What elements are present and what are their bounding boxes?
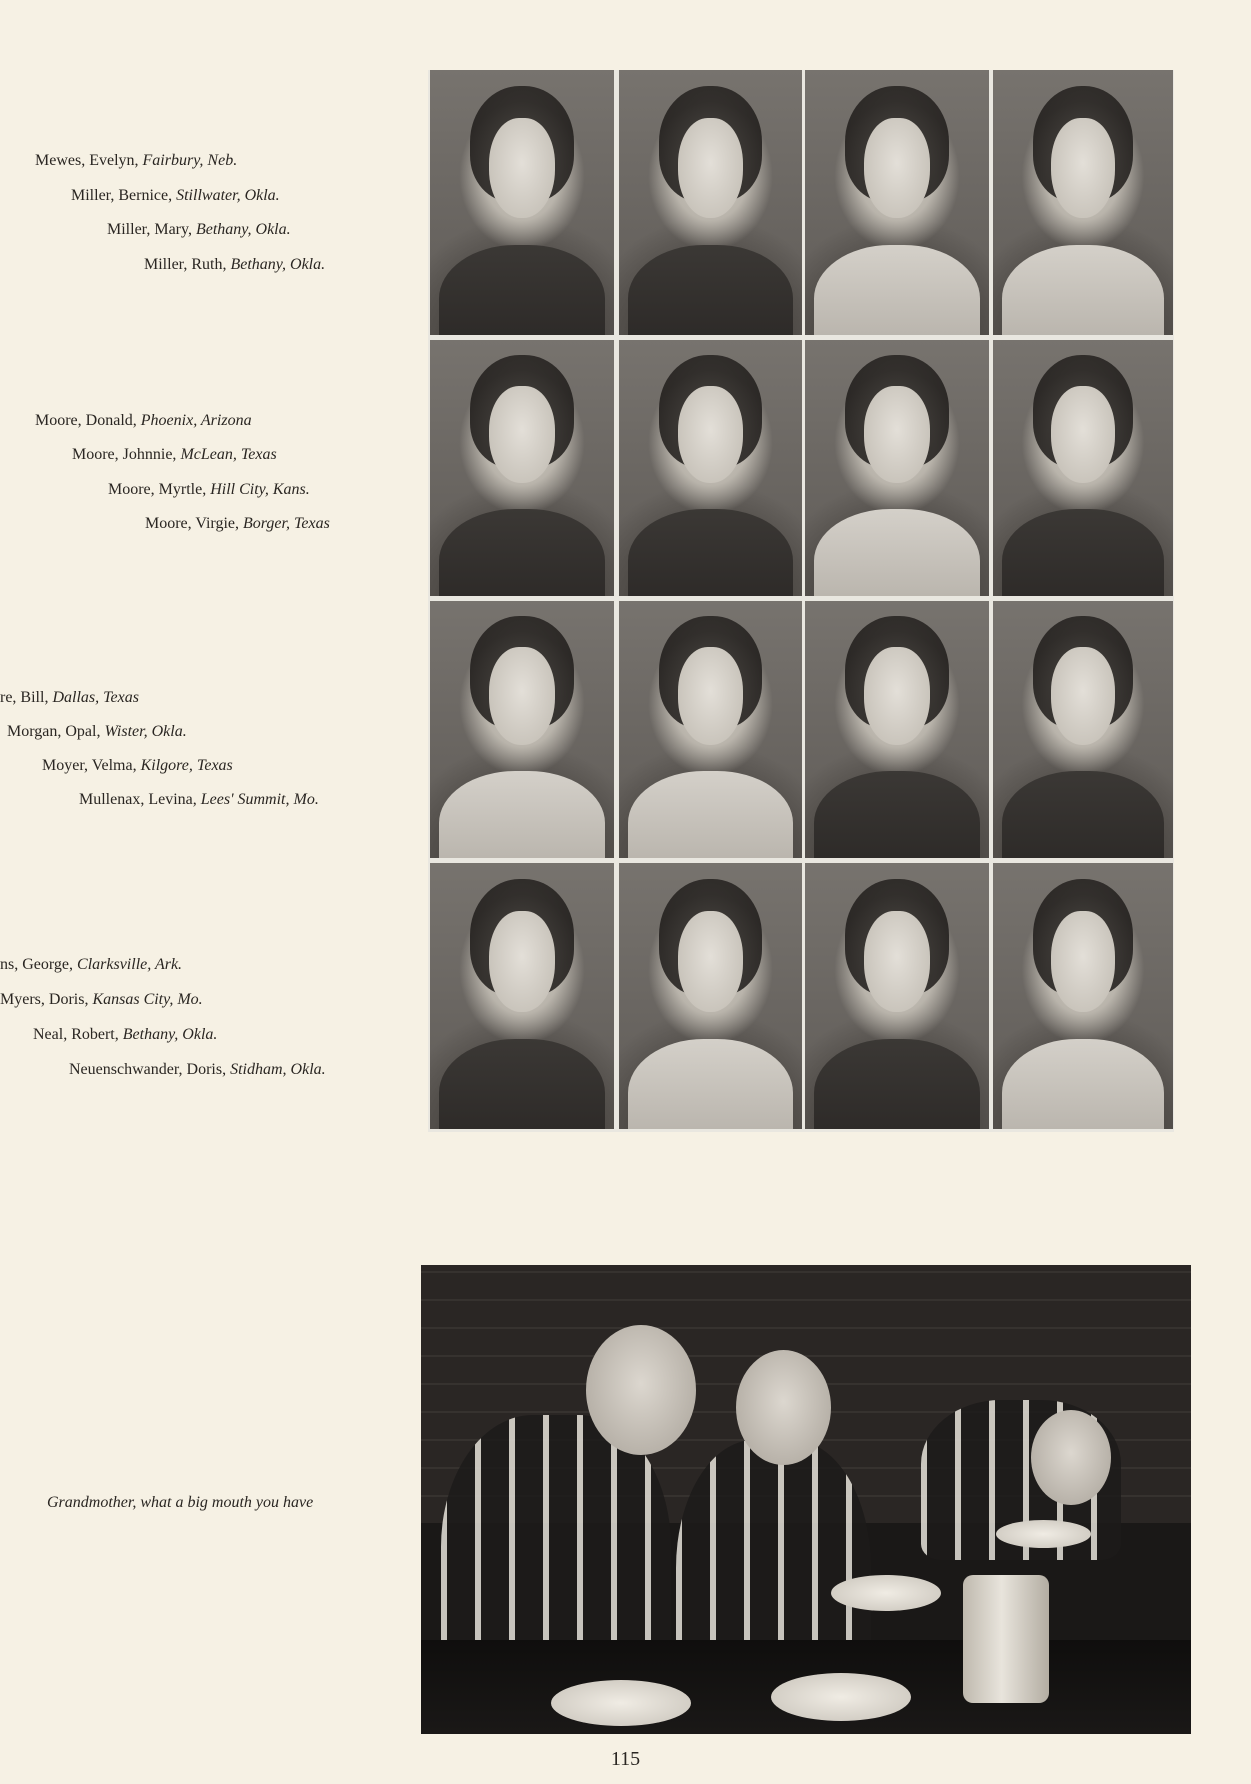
portrait-photo bbox=[619, 340, 802, 596]
portrait-photo bbox=[993, 601, 1173, 858]
name-entry: Moore, Donald, Phoenix, Arizona bbox=[35, 412, 252, 429]
name-entry: Morgan, Opal, Wister, Okla. bbox=[7, 723, 187, 740]
portrait-photo bbox=[619, 70, 802, 335]
name-entry: Neal, Robert, Bethany, Okla. bbox=[33, 1026, 218, 1043]
portrait-photo bbox=[805, 601, 989, 858]
portrait-grid bbox=[428, 70, 1174, 1132]
name-entry: Miller, Bernice, Stillwater, Okla. bbox=[71, 187, 280, 204]
name-entry: Moore, Johnnie, McLean, Texas bbox=[72, 446, 277, 463]
name-entry: Moore, Virgie, Borger, Texas bbox=[145, 515, 330, 532]
portrait-photo bbox=[619, 863, 802, 1129]
name-entry: Moyer, Velma, Kilgore, Texas bbox=[42, 757, 233, 774]
portrait-photo bbox=[993, 340, 1173, 596]
name-entry: Myers, Doris, Kansas City, Mo. bbox=[0, 991, 203, 1008]
portrait-photo bbox=[993, 863, 1173, 1129]
portrait-photo bbox=[430, 340, 614, 596]
name-entry: Mewes, Evelyn, Fairbury, Neb. bbox=[35, 152, 238, 169]
portrait-photo bbox=[805, 340, 989, 596]
name-entry: Miller, Ruth, Bethany, Okla. bbox=[144, 256, 326, 273]
photo-caption: Grandmother, what a big mouth you have bbox=[47, 1494, 314, 1511]
portrait-photo bbox=[993, 70, 1173, 335]
portrait-photo bbox=[619, 601, 802, 858]
portrait-photo bbox=[805, 70, 989, 335]
portrait-photo bbox=[430, 70, 614, 335]
portrait-photo bbox=[430, 601, 614, 858]
portrait-photo bbox=[805, 863, 989, 1129]
name-entry: re, Bill, Dallas, Texas bbox=[0, 689, 139, 706]
name-entry: Neuenschwander, Doris, Stidham, Okla. bbox=[69, 1061, 326, 1078]
portrait-photo bbox=[430, 863, 614, 1129]
name-entry: Miller, Mary, Bethany, Okla. bbox=[107, 221, 291, 238]
name-entry: Moore, Myrtle, Hill City, Kans. bbox=[108, 481, 310, 498]
name-entry: ns, George, Clarksville, Ark. bbox=[0, 956, 183, 973]
page-number: 115 bbox=[610, 1748, 641, 1770]
candid-photo bbox=[421, 1265, 1191, 1734]
name-entry: Mullenax, Levina, Lees' Summit, Mo. bbox=[79, 791, 319, 808]
